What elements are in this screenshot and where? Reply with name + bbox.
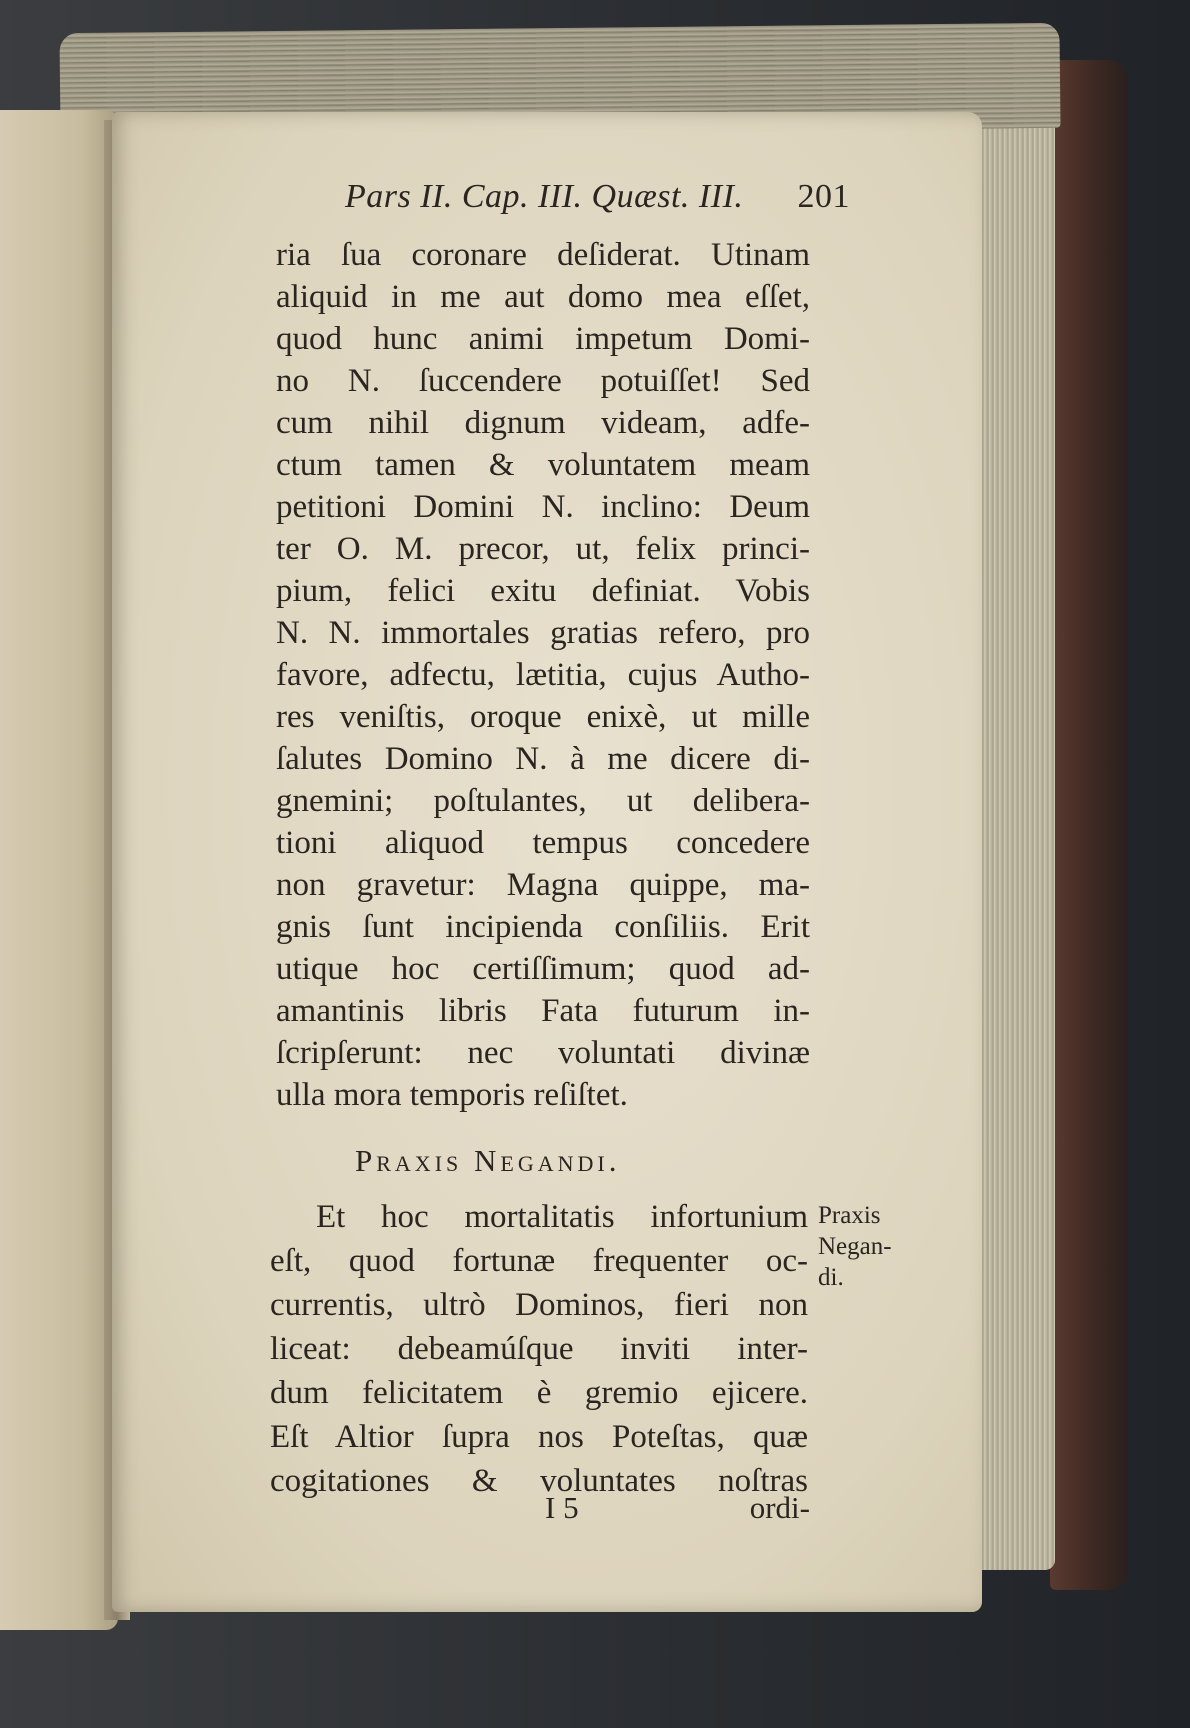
signature-mark: I 5 bbox=[545, 1490, 579, 1525]
text-line: dum felicitatem è gremio ejicere. bbox=[270, 1375, 808, 1411]
marginal-line: Negan- bbox=[818, 1233, 892, 1260]
text-line: ſalutes Domino N. à me dicere di- bbox=[276, 741, 810, 777]
text-line: aliquid in me aut domo mea eſſet, bbox=[276, 279, 810, 315]
text-line: pium, felici exitu definiat. Vobis bbox=[276, 573, 810, 609]
text-line: gnis ſunt incipienda conſiliis. Erit bbox=[276, 909, 810, 945]
marginal-line: Praxis bbox=[818, 1202, 881, 1229]
page-number: 201 bbox=[797, 178, 850, 215]
text-line: currentis, ultrò Dominos, fieri non bbox=[270, 1287, 808, 1323]
text-line: favore, adfectu, lætitia, cujus Autho- bbox=[276, 657, 810, 693]
text-line: amantinis libris Fata futurum in- bbox=[276, 993, 810, 1029]
text-line: ſcripſerunt: nec voluntati divinæ bbox=[276, 1035, 810, 1071]
text-line: non gravetur: Magna quippe, ma- bbox=[276, 867, 810, 903]
text-line: gnemini; poſtulantes, ut delibera- bbox=[276, 783, 810, 819]
previous-page-edge bbox=[0, 110, 118, 1630]
text-line: petitioni Domini N. inclino: Deum bbox=[276, 489, 810, 525]
text-line: N. N. immortales gratias refero, pro bbox=[276, 615, 810, 651]
text-line: ulla mora temporis reſiſtet. bbox=[276, 1077, 628, 1113]
book-cover-edge bbox=[1050, 60, 1128, 1590]
text-line: ctum tamen & voluntatem meam bbox=[276, 447, 810, 483]
marginal-line: di. bbox=[818, 1264, 844, 1291]
text-line: ria ſua coronare deſiderat. Utinam bbox=[276, 237, 810, 273]
catchword: ordi- bbox=[749, 1490, 810, 1525]
running-head: Pars II. Cap. III. Quæst. III. bbox=[345, 178, 744, 215]
text-line: res veniſtis, oroque enixè, ut mille bbox=[276, 699, 810, 735]
section-body-text bbox=[270, 1195, 808, 1503]
text-line: liceat: debeamúſque inviti inter- bbox=[270, 1331, 808, 1367]
text-line: no N. ſuccendere potuiſſet! Sed bbox=[276, 363, 810, 399]
page-footer bbox=[545, 1490, 810, 1530]
text-line: eſt, quod fortunæ frequenter oc- bbox=[270, 1243, 808, 1279]
text-line: Et hoc mortalitatis infortunium bbox=[316, 1199, 808, 1235]
page-header bbox=[345, 178, 850, 228]
text-line: cogitationes & voluntates noſtras bbox=[270, 1463, 808, 1499]
text-line: quod hunc animi impetum Domi- bbox=[276, 321, 810, 357]
marginal-note bbox=[818, 1200, 928, 1293]
text-line: Eſt Altior ſupra nos Poteſtas, quæ bbox=[270, 1419, 808, 1455]
text-line: tioni aliquod tempus concedere bbox=[276, 825, 810, 861]
text-line: ter O. M. precor, ut, felix princi- bbox=[276, 531, 810, 567]
body-text bbox=[276, 234, 810, 1116]
text-line: cum nihil dignum videam, adfe- bbox=[276, 405, 810, 441]
text-line: utique hoc certiſſimum; quod ad- bbox=[276, 951, 810, 987]
section-heading: Praxis Negandi. bbox=[355, 1143, 621, 1178]
